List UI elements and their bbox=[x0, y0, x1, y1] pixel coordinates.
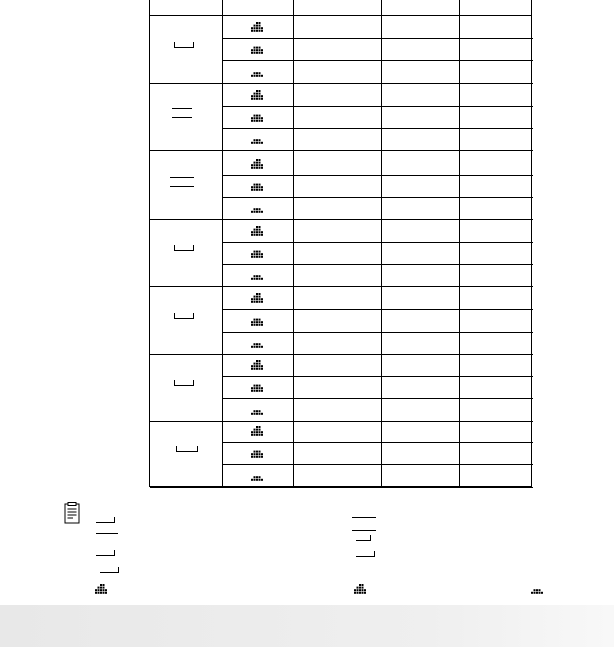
resolution-label-mark bbox=[170, 186, 194, 187]
table-row-border bbox=[222, 398, 533, 399]
quality-fine-icon bbox=[250, 158, 264, 170]
table-row-border bbox=[222, 175, 533, 176]
table-row-border bbox=[150, 150, 533, 151]
table-row-border bbox=[150, 354, 533, 355]
quality-economy-icon bbox=[250, 470, 264, 482]
resolution-label-mark bbox=[172, 117, 192, 118]
table-row-border bbox=[222, 60, 533, 61]
quality-economy-icon bbox=[530, 583, 544, 595]
resolution-quality-table bbox=[149, 0, 532, 487]
table-row-border bbox=[222, 38, 533, 39]
resolution-label-mark bbox=[174, 380, 194, 386]
quality-economy-icon bbox=[250, 337, 264, 349]
resolution-label-mark bbox=[174, 245, 194, 251]
table-row-border bbox=[222, 376, 533, 377]
column-divider bbox=[459, 0, 460, 486]
page-footer-band bbox=[0, 605, 614, 647]
column-divider bbox=[293, 0, 294, 486]
table-row-border bbox=[222, 442, 533, 443]
table-row-border bbox=[150, 83, 533, 84]
quality-fine-icon bbox=[250, 89, 264, 101]
quality-fine-icon bbox=[250, 359, 264, 371]
column-divider bbox=[222, 0, 223, 486]
column-divider bbox=[381, 0, 382, 486]
quality-normal-icon bbox=[250, 315, 264, 327]
table-row-border bbox=[222, 464, 533, 465]
quality-fine-icon bbox=[250, 425, 264, 437]
quality-normal-icon bbox=[250, 381, 264, 393]
note-mark bbox=[356, 551, 375, 557]
note-mark bbox=[96, 550, 115, 556]
table-row-border bbox=[150, 286, 533, 287]
notes-section bbox=[0, 495, 614, 605]
table-row-border bbox=[222, 309, 533, 310]
quality-fine-icon bbox=[250, 292, 264, 304]
quality-normal-icon bbox=[250, 43, 264, 55]
note-mark bbox=[352, 517, 376, 518]
quality-fine-icon bbox=[94, 583, 108, 595]
quality-normal-icon bbox=[250, 447, 264, 459]
quality-fine-icon bbox=[250, 21, 264, 33]
resolution-label-mark bbox=[174, 42, 194, 48]
table-row-border bbox=[222, 332, 533, 333]
table-row-border bbox=[222, 128, 533, 129]
note-mark bbox=[352, 530, 376, 531]
memo-icon bbox=[64, 502, 80, 524]
quality-normal-icon bbox=[250, 111, 264, 123]
quality-economy-icon bbox=[250, 66, 264, 78]
quality-normal-icon bbox=[250, 180, 264, 192]
quality-economy-icon bbox=[250, 202, 264, 214]
table-row-border bbox=[222, 264, 533, 265]
note-mark bbox=[356, 535, 371, 541]
table-row-border bbox=[150, 421, 533, 422]
quality-economy-icon bbox=[250, 269, 264, 281]
table-header-row bbox=[150, 0, 531, 16]
note-mark bbox=[100, 567, 119, 573]
resolution-label-mark bbox=[174, 313, 194, 319]
quality-economy-icon bbox=[250, 133, 264, 145]
table-row-border bbox=[222, 242, 533, 243]
resolution-label-mark bbox=[176, 446, 198, 452]
note-mark bbox=[96, 517, 115, 523]
quality-economy-icon bbox=[250, 404, 264, 416]
note-mark bbox=[96, 533, 118, 534]
resolution-label-mark bbox=[172, 108, 192, 109]
table-row-border bbox=[222, 197, 533, 198]
table-row-border bbox=[222, 106, 533, 107]
table-row-border bbox=[150, 219, 533, 220]
quality-fine-icon bbox=[250, 225, 264, 237]
resolution-label-mark bbox=[170, 177, 194, 178]
table-row-border bbox=[150, 487, 533, 488]
quality-fine-icon bbox=[353, 583, 367, 595]
quality-normal-icon bbox=[250, 247, 264, 259]
